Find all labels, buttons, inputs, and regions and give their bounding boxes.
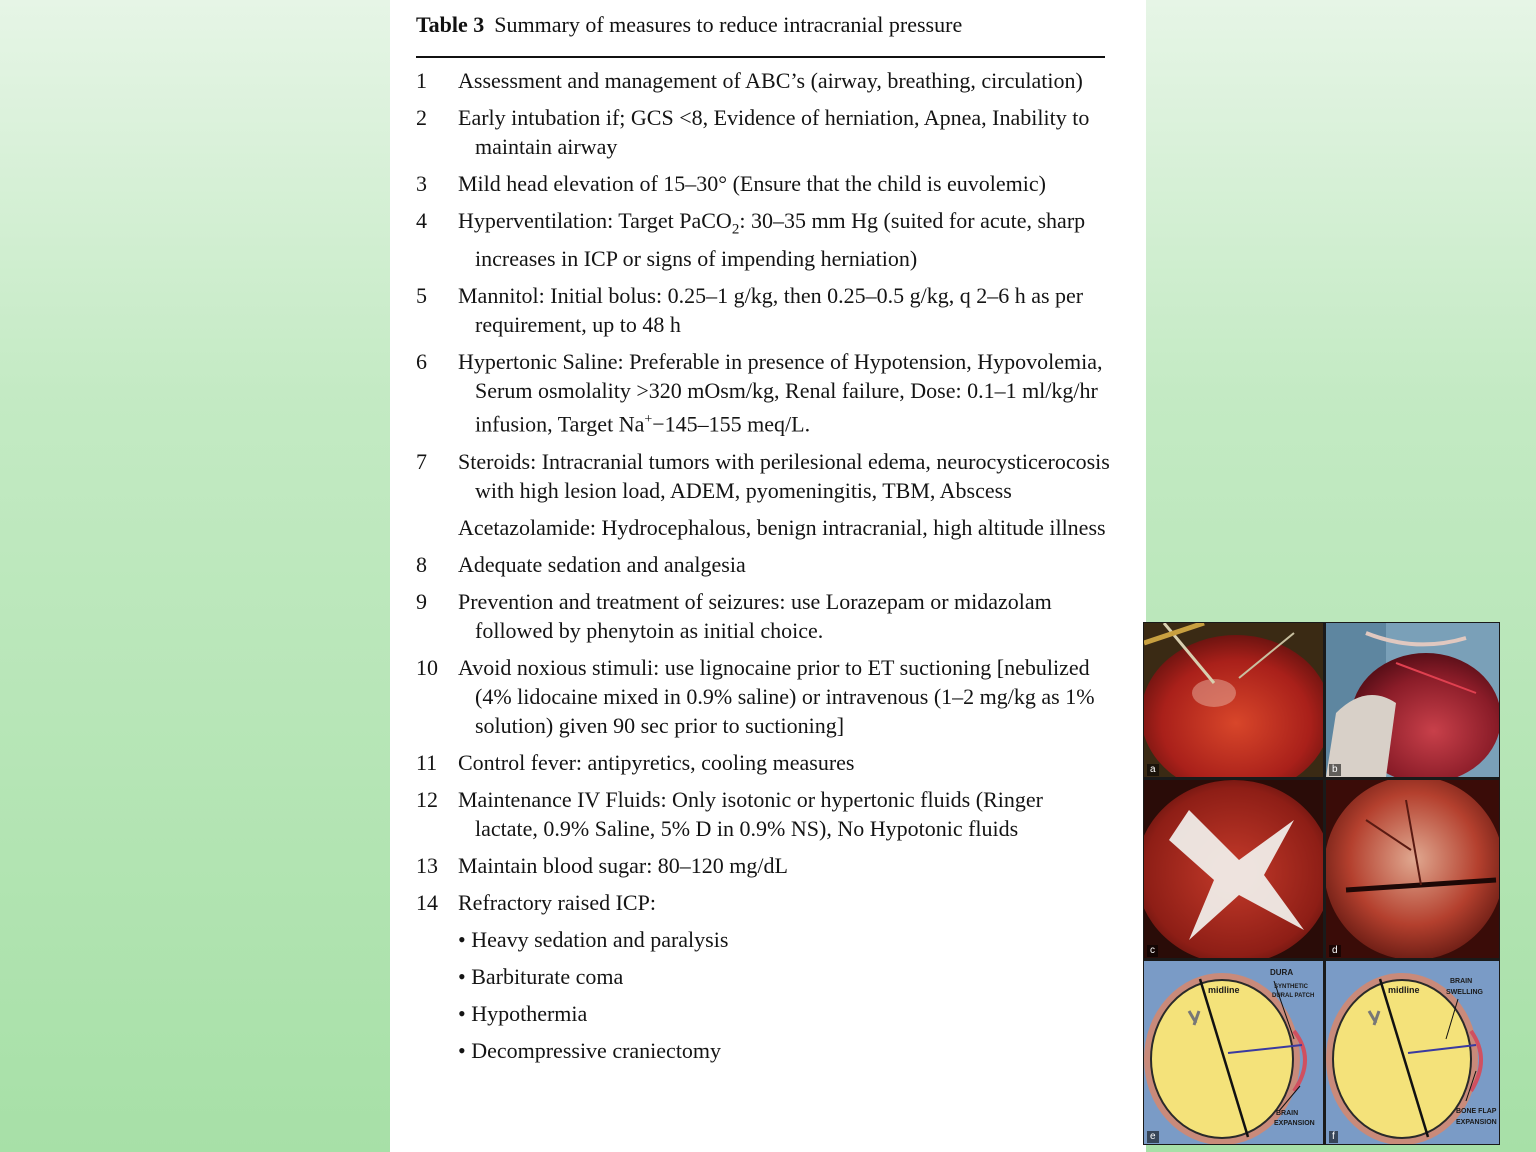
table-row bbox=[416, 169, 1111, 198]
diagram-label-flap-expansion: EXPANSION bbox=[1456, 1119, 1497, 1126]
row-number: 2 bbox=[416, 105, 427, 130]
diagram-label-midline: midline bbox=[1388, 985, 1420, 995]
row-text: Mannitol: Initial bolus: 0.25–1 g/kg, then 0.25–0.5 g/kg, q 2–6 h as per requirement, up to 48 h bbox=[458, 283, 1084, 338]
surgical-figure bbox=[1143, 622, 1500, 1145]
row-number: 6 bbox=[416, 349, 427, 375]
diagram-label-dura: DURA bbox=[1270, 968, 1294, 977]
diagram-label-patch: DURAL PATCH bbox=[1272, 993, 1315, 999]
table-row bbox=[416, 587, 1111, 645]
table-row bbox=[416, 785, 1111, 843]
row-text: Early intubation if; GCS <8, Evidence of herniation, Apnea, Inability to maintain airway bbox=[458, 105, 1090, 159]
title-rule bbox=[416, 56, 1105, 58]
row-text bbox=[458, 347, 1111, 438]
row-text: Prevention and treatment of seizures: use Lorazepam or midazolam followed by phenytoin as initial choice. bbox=[458, 588, 1052, 643]
row-text: Maintain blood sugar: 80–120 mg/dL bbox=[458, 852, 788, 878]
bullet-text: • Hypothermia bbox=[458, 1000, 588, 1026]
surgery-photo bbox=[1144, 623, 1323, 777]
craniectomy-diagram bbox=[1326, 961, 1499, 1144]
panel-label: c bbox=[1147, 945, 1158, 957]
row-text-part: −145–155 meq/L. bbox=[652, 411, 811, 437]
row-number: 3 bbox=[416, 171, 427, 196]
row-number: 14 bbox=[416, 889, 438, 915]
row-number: 9 bbox=[416, 588, 427, 614]
table-row bbox=[416, 103, 1111, 161]
row-text: Refractory raised ICP: bbox=[458, 889, 656, 915]
row-text: Assessment and management of ABC’s (airway, breathing, circulation) bbox=[458, 68, 1083, 93]
row-text-part: : 30–35 mm Hg (suited for acute, sharp increases in ICP or signs of impending herniation) bbox=[475, 208, 1086, 272]
row-text: Maintenance IV Fluids: Only isotonic or hypertonic fluids (Ringer lactate, 0.9% Saline, 5% D in 0.9% NS), No Hypotonic fluids bbox=[458, 786, 1043, 841]
row-text-part: Hyperventilation: Target PaCO bbox=[458, 208, 732, 233]
row-text bbox=[458, 206, 1111, 273]
row-number: 8 bbox=[416, 551, 427, 577]
table-row bbox=[416, 888, 1111, 917]
photo-panel-c bbox=[1144, 780, 1323, 958]
table-row bbox=[416, 447, 1111, 505]
bullet-item bbox=[416, 999, 1111, 1028]
diagram-label-brain: BRAIN bbox=[1276, 1110, 1299, 1117]
surgery-photo bbox=[1326, 623, 1499, 777]
row-number: 12 bbox=[416, 786, 438, 812]
row-number: 11 bbox=[416, 749, 438, 775]
row-number: 7 bbox=[416, 448, 427, 474]
subscript: 2 bbox=[731, 221, 740, 238]
superscript: + bbox=[644, 412, 653, 428]
row-text: Adequate sedation and analgesia bbox=[458, 551, 746, 577]
table-label: Table 3 bbox=[416, 12, 485, 37]
bullet-text: • Barbiturate coma bbox=[458, 963, 624, 989]
panel-label: e bbox=[1147, 1131, 1159, 1143]
diagram-label-expansion: EXPANSION bbox=[1274, 1120, 1315, 1127]
table-row bbox=[416, 653, 1111, 740]
diagram-label-bone-flap: BONE FLAP bbox=[1456, 1108, 1497, 1115]
bullet-item bbox=[416, 925, 1111, 954]
table-row bbox=[416, 550, 1111, 579]
table-rows bbox=[416, 66, 1111, 1073]
photo-panel-a bbox=[1144, 623, 1323, 777]
panel-label: d bbox=[1329, 945, 1341, 957]
row-text: Mild head elevation of 15–30° (Ensure that the child is euvolemic) bbox=[458, 171, 1046, 196]
row-text: Steroids: Intracranial tumors with perilesional edema, neurocysticerocosis with high lesion load, ADEM, pyomeningitis, TBM, Abscess bbox=[458, 448, 1110, 503]
row-number: 5 bbox=[416, 283, 427, 309]
row-text: Control fever: antipyretics, cooling measures bbox=[458, 749, 855, 775]
table-row bbox=[416, 513, 1111, 542]
table-row bbox=[416, 281, 1111, 339]
table-row bbox=[416, 851, 1111, 880]
diagram-label-midline: midline bbox=[1208, 985, 1240, 995]
surgery-photo bbox=[1326, 780, 1499, 958]
bullet-text: • Heavy sedation and paralysis bbox=[458, 926, 729, 952]
craniectomy-diagram bbox=[1144, 961, 1323, 1144]
photo-panel-d bbox=[1326, 780, 1499, 958]
diagram-label-swelling: SWELLING bbox=[1446, 989, 1483, 996]
diagram-panel-f bbox=[1326, 961, 1499, 1144]
table-row bbox=[416, 66, 1111, 95]
diagram-panel-e bbox=[1144, 961, 1323, 1144]
table-title bbox=[416, 12, 962, 38]
table-row bbox=[416, 347, 1111, 438]
row-number: 13 bbox=[416, 852, 438, 878]
diagram-label-brain: BRAIN bbox=[1450, 978, 1473, 985]
surgery-photo bbox=[1144, 780, 1323, 958]
row-text-part: Hypertonic Saline: Preferable in presence of Hypotension, Hypovolemia, Serum osmolality >320 mOsm/kg, Renal failure, Dose: 0.1–1 ml/kg/hr infusion, Target Na bbox=[458, 349, 1103, 437]
table-panel bbox=[390, 0, 1146, 1152]
bullet-item bbox=[416, 962, 1111, 991]
row-number: 10 bbox=[416, 654, 438, 680]
row-text: Avoid noxious stimuli: use lignocaine prior to ET suctioning [nebulized (4% lidocaine mixed in 0.9% saline) or intravenous (1–2 mg/kg as 1% solution) given 90 sec prior to suctioning] bbox=[458, 654, 1095, 738]
row-number: 1 bbox=[416, 68, 427, 93]
table-row bbox=[416, 206, 1111, 273]
panel-label: b bbox=[1329, 764, 1341, 776]
row-number: 4 bbox=[416, 208, 427, 233]
row-text: Acetazolamide: Hydrocephalous, benign intracranial, high altitude illness bbox=[458, 514, 1106, 540]
diagram-label-synthetic: SYNTHETIC bbox=[1274, 984, 1309, 990]
panel-label: f bbox=[1329, 1131, 1338, 1143]
bullet-item bbox=[416, 1036, 1111, 1065]
panel-label: a bbox=[1147, 764, 1159, 776]
table-caption: Summary of measures to reduce intracranial pressure bbox=[494, 12, 963, 37]
bullet-text: • Decompressive craniectomy bbox=[458, 1037, 722, 1063]
photo-panel-b bbox=[1326, 623, 1499, 777]
table-row bbox=[416, 748, 1111, 777]
